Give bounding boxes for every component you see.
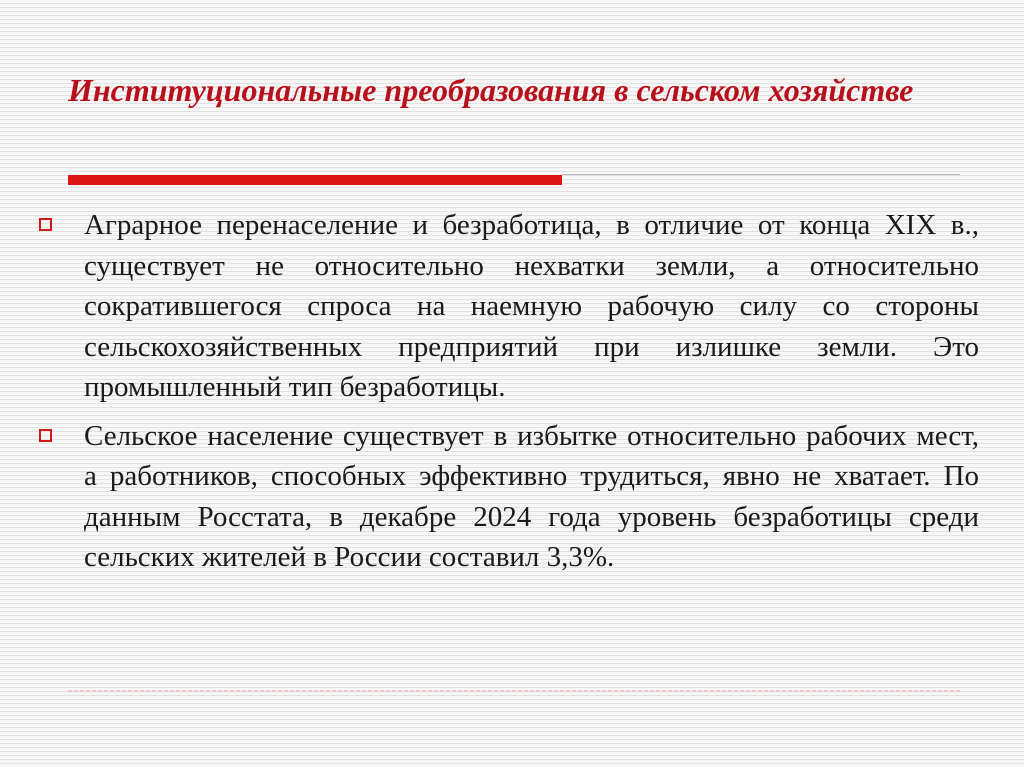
hollow-square-bullet-icon — [39, 429, 52, 442]
slide-title: Институциональные преобразования в сельском хозяйстве — [68, 72, 914, 108]
footer-divider-line — [68, 690, 960, 692]
bullet-text: Сельское население существует в избытке относительно рабочих мест, а работников, способных эффективно трудиться, явно не хватает. По данным Росстата, в декабре 2024 года уровень безработицы среди сельских жителей в России составил 3,3%. — [84, 419, 979, 573]
title-accent-rule — [68, 175, 562, 185]
title-divider-line — [562, 174, 960, 175]
bullet-text: Аграрное перенаселение и безработица, в отличие от конца XIX в., существует не относительно нехватки земли, а относительно сократившегося спроса на наемную рабочую силу со стороны сельскохозяйственных предприятий при излишке земли. Это промышленный тип безработицы. — [84, 209, 979, 403]
bullet-item — [0, 205, 1024, 408]
bullet-list — [0, 205, 1024, 586]
hollow-square-bullet-icon — [39, 218, 52, 231]
bullet-item — [0, 416, 1024, 578]
